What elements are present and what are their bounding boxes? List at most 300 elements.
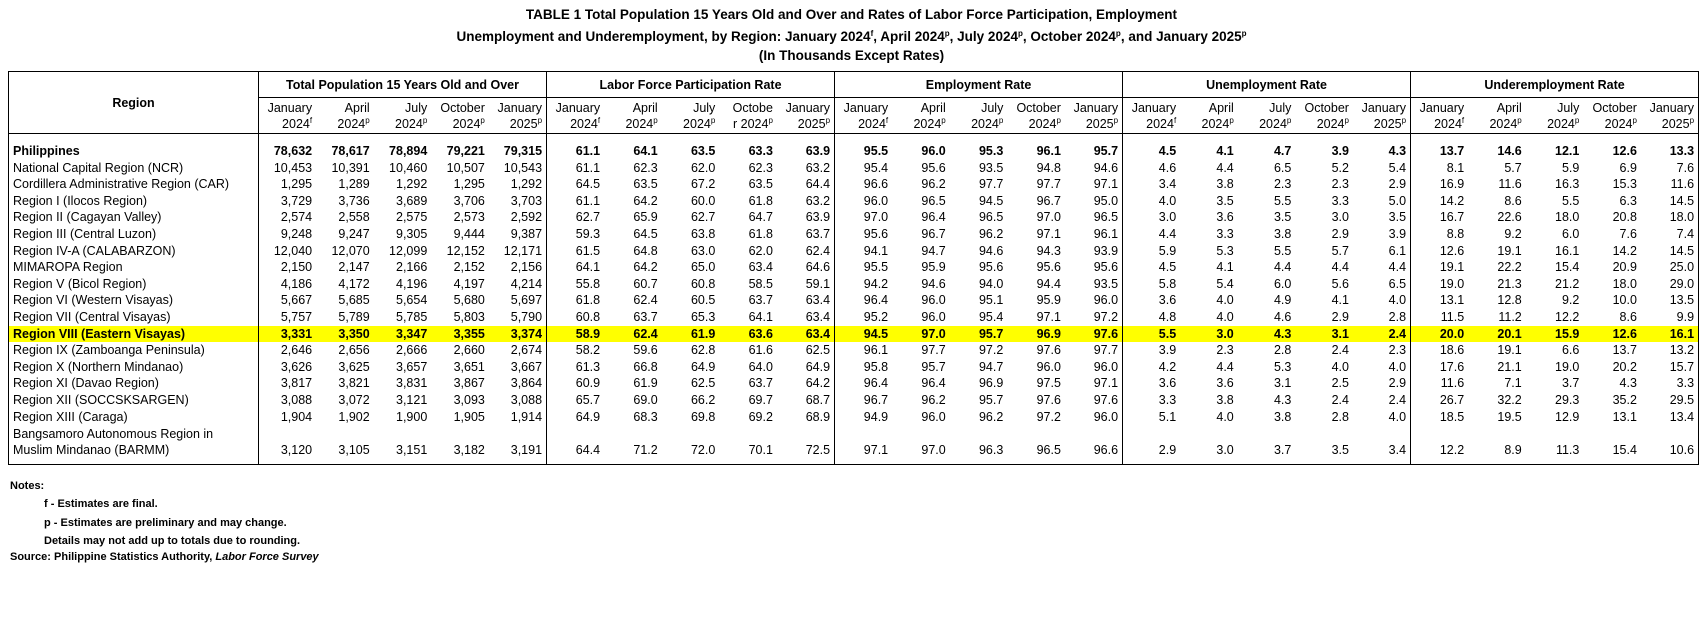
table-cell: 5.5 <box>1273 243 1292 258</box>
table-cell: 62.3 <box>633 160 658 175</box>
table-cell: 3,821 <box>338 376 370 391</box>
note-final: f - Estimates are final. <box>44 498 158 510</box>
table-cell: 12.6 <box>1612 144 1637 158</box>
table-cell: 2,156 <box>489 259 547 276</box>
table-cell: 32.2 <box>1497 392 1522 407</box>
period-superscript: p <box>1344 115 1349 125</box>
table-cell: 5,785 <box>396 309 428 324</box>
table-cell: 3,355 <box>431 326 489 343</box>
table-cell: 16.7 <box>1439 210 1465 225</box>
table-cell: 14.5 <box>1641 243 1699 260</box>
table-cell: 6.1 <box>1353 243 1411 260</box>
period-header <box>1583 98 1641 134</box>
table-cell: 18.0 <box>1612 276 1637 291</box>
table-row <box>9 342 1699 359</box>
table-row <box>9 359 1699 376</box>
table-cell: 1,289 <box>338 177 370 192</box>
table-cell: 94.6 <box>921 276 946 291</box>
table-cell: 95.6 <box>921 160 946 175</box>
table-cell: 9.2 <box>1504 226 1522 241</box>
table-cell: 63.4 <box>777 292 835 309</box>
group-header: Unemployment Rate <box>1123 72 1411 98</box>
region-name: Region II (Cagayan Valley) <box>9 209 259 226</box>
period-year: 2024 <box>1489 116 1518 131</box>
region-name: Region III (Central Luzon) <box>9 226 259 243</box>
table-cell: 7.6 <box>1641 160 1699 177</box>
table-cell: 95.4 <box>863 160 889 175</box>
table-cell: 5,685 <box>338 293 370 308</box>
table-cell: 3,831 <box>396 376 428 391</box>
region-name: Region V (Bicol Region) <box>9 276 259 293</box>
table-cell: 20.9 <box>1612 260 1637 275</box>
table-cell: 97.1 <box>1036 226 1061 241</box>
table-cell: 13.4 <box>1641 409 1699 426</box>
table-cell: 9.2 <box>1561 293 1580 308</box>
table-cell: 59.1 <box>777 276 835 293</box>
table-cell: 63.4 <box>748 260 773 275</box>
table-title-line-2 <box>0 28 1703 46</box>
table-cell: 11.2 <box>1498 309 1522 324</box>
period-month: July <box>1269 100 1292 115</box>
table-cell: 6.5 <box>1273 160 1292 175</box>
table-cell: 4.3 <box>1273 392 1292 407</box>
period-superscript: p <box>941 115 946 125</box>
period-month: October <box>440 100 485 115</box>
table-cell: 3.1 <box>1295 326 1353 343</box>
table-cell: 5.2 <box>1331 160 1349 175</box>
period-header <box>1353 98 1411 134</box>
table-cell: 3.9 <box>1353 226 1411 243</box>
period-year: 2024 <box>282 116 310 131</box>
table-row <box>9 375 1699 392</box>
table-cell: 64.2 <box>633 260 658 275</box>
table-cell: 63.4 <box>777 309 835 326</box>
table-cell: 68.3 <box>633 409 658 424</box>
table-cell: 8.6 <box>1619 309 1637 324</box>
table-cell: 7.4 <box>1641 226 1699 243</box>
table-cell: 12,171 <box>489 243 547 260</box>
table-row <box>9 243 1699 260</box>
table-cell: 94.0 <box>978 276 1004 291</box>
table-cell: 5.7 <box>1331 243 1349 258</box>
table-cell: 4.7 <box>1273 144 1292 158</box>
table-cell: 93.5 <box>978 160 1004 175</box>
table-bottom-row <box>9 458 1699 465</box>
table-cell: 5,789 <box>338 309 370 324</box>
table-cell: 12,152 <box>446 243 485 258</box>
table-cell: 2.9 <box>1353 375 1411 392</box>
table-cell: 96.9 <box>1007 326 1065 343</box>
table-cell: 95.1 <box>978 293 1004 308</box>
table-cell: 61.1 <box>575 193 601 208</box>
table-cell: 67.2 <box>690 177 716 192</box>
table-cell: 3.3 <box>1641 375 1699 392</box>
title-text-segment: , April 2024 <box>873 29 945 44</box>
period-year: 2024 <box>1316 116 1345 131</box>
table-row <box>9 425 1699 458</box>
table-cell: 4.0 <box>1331 359 1349 374</box>
table-cell: 96.1 <box>1065 226 1123 243</box>
table-cell: 62.5 <box>690 376 716 391</box>
period-header <box>1123 98 1181 134</box>
table-cell: 16.3 <box>1555 177 1580 192</box>
table-cell: 96.0 <box>921 144 946 158</box>
period-year: 2024 <box>858 116 886 131</box>
table-cell: 68.9 <box>777 409 835 426</box>
table-cell: 1,295 <box>280 177 313 192</box>
table-cell: 4.0 <box>1216 309 1234 324</box>
table-cell: 9,248 <box>280 226 313 241</box>
region-name: Region XI (Davao Region) <box>9 375 259 392</box>
region-name: Region X (Northern Mindanao) <box>9 359 259 376</box>
table-cell: 61.6 <box>748 343 773 358</box>
table-cell: 21.3 <box>1497 276 1522 291</box>
table-cell: 2.5 <box>1331 376 1349 391</box>
table-cell: 4.0 <box>1353 359 1411 376</box>
period-year: 2024 <box>1028 116 1057 131</box>
table-cell: 62.0 <box>690 160 716 175</box>
region-name: MIMAROPA Region <box>9 259 259 276</box>
table-cell: 62.0 <box>748 243 773 258</box>
period-superscript: f <box>885 115 889 125</box>
table-cell: 64.4 <box>777 176 835 193</box>
table-cell: 4.0 <box>1353 409 1411 426</box>
table-cell: 64.5 <box>633 226 658 241</box>
table-cell: 97.7 <box>1065 342 1123 359</box>
table-cell: 11.5 <box>1440 309 1465 324</box>
table-cell: 4.4 <box>1353 259 1411 276</box>
table-cell: 5.8 <box>1158 276 1177 291</box>
table-cell: 79,315 <box>489 143 547 160</box>
table-cell: 96.0 <box>1065 359 1123 376</box>
table-cell: 58.9 <box>547 326 605 343</box>
table-cell: 97.2 <box>1036 409 1061 424</box>
labor-force-table <box>8 71 1699 465</box>
table-cell: 3,105 <box>338 443 370 458</box>
table-cell: 4.4 <box>1331 260 1349 275</box>
period-year: 2024 <box>1259 116 1287 131</box>
period-header <box>1468 98 1526 134</box>
period-superscript: p <box>1517 115 1522 125</box>
table-cell: 96.6 <box>863 177 889 192</box>
table-cell: 8.6 <box>1504 193 1522 208</box>
table-cell: 4.4 <box>1273 260 1292 275</box>
table-cell: 8.8 <box>1446 226 1465 241</box>
table-cell: 64.4 <box>575 443 601 458</box>
table-cell: 1,292 <box>489 176 547 193</box>
table-cell: 63.4 <box>777 326 835 343</box>
table-row <box>9 209 1699 226</box>
table-cell: 9.9 <box>1641 309 1699 326</box>
title-text-segment: , July 2024 <box>949 29 1018 44</box>
period-year: 2024 <box>1547 116 1575 131</box>
period-superscript: p <box>653 115 658 125</box>
table-cell: 15.4 <box>1555 260 1580 275</box>
table-cell: 3.3 <box>1158 392 1177 407</box>
table-cell: 64.9 <box>777 359 835 376</box>
table-cell: 22.6 <box>1497 210 1522 225</box>
table-cell: 63.7 <box>777 226 835 243</box>
table-cell: 26.7 <box>1439 392 1465 407</box>
table-cell: 4.4 <box>1216 359 1234 374</box>
table-cell: 95.8 <box>863 359 889 374</box>
table-cell: 3,736 <box>338 193 370 208</box>
table-cell: 96.7 <box>1036 193 1061 208</box>
header-spacer-row <box>9 134 1699 144</box>
table-cell: 1,902 <box>338 409 370 424</box>
table-cell: 6.0 <box>1273 276 1292 291</box>
table-cell: 3.6 <box>1216 210 1234 225</box>
period-year: 2024 <box>1434 116 1462 131</box>
table-cell: 63.8 <box>690 226 716 241</box>
period-header <box>1180 98 1238 134</box>
table-cell: 9,305 <box>396 226 428 241</box>
period-month: October <box>1304 100 1349 115</box>
table-cell: 58.2 <box>575 343 601 358</box>
period-superscript: p <box>768 115 773 125</box>
title-superscript: p <box>1241 29 1247 38</box>
table-cell: 2,147 <box>338 260 370 275</box>
table-cell: 2,558 <box>338 210 370 225</box>
table-cell: 29.3 <box>1555 392 1580 407</box>
table-cell: 9,247 <box>338 226 370 241</box>
table-cell: 63.9 <box>777 143 835 160</box>
table-cell: 94.7 <box>978 359 1004 374</box>
table-cell: 3.0 <box>1331 210 1349 225</box>
table-cell: 96.4 <box>863 376 889 391</box>
table-cell: 1,295 <box>453 177 485 192</box>
table-cell: 63.3 <box>748 144 773 158</box>
table-cell: 12,040 <box>273 243 313 258</box>
region-name: Region VI (Western Visayas) <box>9 292 259 309</box>
period-superscript: p <box>1401 115 1407 125</box>
table-cell: 12.8 <box>1497 293 1522 308</box>
period-year: r 2024 <box>733 116 769 131</box>
table-cell: 97.1 <box>1065 176 1123 193</box>
table-cell: 5.3 <box>1216 243 1234 258</box>
period-month: January <box>843 100 889 115</box>
table-cell: 4,186 <box>280 276 313 291</box>
period-month: January <box>1649 100 1695 115</box>
table-cell: 4.3 <box>1619 376 1637 391</box>
table-cell: 5.3 <box>1273 359 1292 374</box>
table-cell: 63.5 <box>633 177 658 192</box>
table-row <box>9 276 1699 293</box>
table-cell: 60.9 <box>575 376 601 391</box>
table-row <box>9 259 1699 276</box>
table-cell: 25.0 <box>1641 259 1699 276</box>
table-cell: 3.5 <box>1331 443 1349 458</box>
table-cell: 64.1 <box>633 144 658 158</box>
period-month: July <box>693 100 716 115</box>
table-cell: 94.5 <box>978 193 1004 208</box>
table-cell: 2,656 <box>338 343 370 358</box>
table-cell: 4.6 <box>1158 160 1177 175</box>
table-cell: 4.1 <box>1331 293 1349 308</box>
table-cell: 13.2 <box>1641 342 1699 359</box>
table-row <box>9 143 1699 160</box>
table-cell: 2.8 <box>1331 409 1349 424</box>
table-cell: 64.1 <box>748 309 773 324</box>
table-cell: 2,592 <box>489 209 547 226</box>
table-cell: 69.8 <box>690 409 716 424</box>
period-header <box>259 98 317 134</box>
period-superscript: p <box>1056 115 1061 125</box>
table-cell: 19.1 <box>1497 343 1522 358</box>
table-cell: 94.8 <box>1036 160 1061 175</box>
table-cell: 2,152 <box>453 260 485 275</box>
period-header <box>950 98 1008 134</box>
table-cell: 4.0 <box>1216 409 1234 424</box>
table-cell: 97.6 <box>1036 392 1061 407</box>
table-cell: 13.5 <box>1641 292 1699 309</box>
table-cell: 13.7 <box>1612 343 1637 358</box>
table-cell: 96.5 <box>978 210 1004 225</box>
table-cell: 15.9 <box>1526 326 1584 343</box>
table-cell: 12.6 <box>1439 243 1465 258</box>
table-cell: 60.8 <box>575 309 601 324</box>
table-cell: 62.4 <box>604 326 662 343</box>
table-row <box>9 392 1699 409</box>
table-row <box>9 309 1699 326</box>
region-name: Region IV-A (CALABARZON) <box>9 243 259 260</box>
table-cell: 3.5 <box>1353 209 1411 226</box>
period-month: January <box>1419 100 1465 115</box>
table-cell: 4.0 <box>1353 292 1411 309</box>
table-cell: 61.1 <box>575 144 601 158</box>
table-cell: 12,070 <box>331 243 370 258</box>
period-header <box>431 98 489 134</box>
table-cell: 5,757 <box>280 309 313 324</box>
table-cell: 18.5 <box>1439 409 1465 424</box>
period-year: 2024 <box>1146 116 1174 131</box>
region-name: Philippines <box>9 143 259 160</box>
table-cell: 3,706 <box>453 193 485 208</box>
table-cell: 3,867 <box>453 376 485 391</box>
table-cell: 3,729 <box>280 193 313 208</box>
region-name: Cordillera Administrative Region (CAR) <box>9 176 259 193</box>
table-cell: 14.6 <box>1497 144 1522 158</box>
table-cell: 14.2 <box>1439 193 1465 208</box>
table-cell: 64.0 <box>748 359 773 374</box>
period-year: 2024 <box>337 116 366 131</box>
table-cell: 4.8 <box>1158 309 1177 324</box>
title-text-segment: Unemployment and Underemployment, by Region: January 2024 <box>456 29 871 44</box>
table-cell: 5.5 <box>1123 326 1181 343</box>
title-superscript: p <box>1017 29 1023 38</box>
table-cell: 19.0 <box>1555 359 1580 374</box>
table-cell: 2.4 <box>1353 392 1411 409</box>
period-month: October <box>1016 100 1061 115</box>
period-month: July <box>981 100 1004 115</box>
period-year: 2024 <box>1201 116 1230 131</box>
table-cell: 2.9 <box>1158 443 1177 458</box>
table-cell: 2.3 <box>1216 343 1234 358</box>
period-month: January <box>555 100 601 115</box>
group-header: Employment Rate <box>835 72 1123 98</box>
table-cell: 71.2 <box>633 443 658 458</box>
period-superscript: p <box>825 115 831 125</box>
table-cell: 12.9 <box>1555 409 1580 424</box>
table-cell: 2.8 <box>1353 309 1411 326</box>
table-cell: 6.0 <box>1561 226 1580 241</box>
table-cell: 70.1 <box>748 443 773 458</box>
table-cell: 96.0 <box>1065 292 1123 309</box>
table-cell: 64.2 <box>777 375 835 392</box>
table-cell: 16.1 <box>1555 243 1580 258</box>
period-year: 2024 <box>625 116 654 131</box>
table-cell: 95.0 <box>1065 193 1123 210</box>
table-cell: 3,151 <box>396 443 428 458</box>
table-cell: 5.5 <box>1273 193 1292 208</box>
table-cell: 1,900 <box>396 409 428 424</box>
table-cell: 19.5 <box>1497 409 1522 424</box>
table-cell: 94.3 <box>1036 243 1061 258</box>
table-cell: 69.7 <box>748 392 773 407</box>
table-cell: 3.4 <box>1158 177 1177 192</box>
table-cell: 95.5 <box>863 260 889 275</box>
table-cell: 10,507 <box>446 160 485 175</box>
table-cell: 2.4 <box>1331 343 1349 358</box>
table-cell: 96.0 <box>921 309 946 324</box>
table-cell: 94.4 <box>1036 276 1061 291</box>
table-cell: 3.3 <box>1216 226 1234 241</box>
table-row <box>9 409 1699 426</box>
table-cell: 96.1 <box>1036 144 1061 158</box>
table-cell: 60.0 <box>690 193 716 208</box>
table-cell: 79,221 <box>446 144 485 158</box>
table-cell: 12.2 <box>1439 443 1465 458</box>
period-month: July <box>405 100 428 115</box>
table-cell: 3,182 <box>453 443 485 458</box>
table-cell: 96.1 <box>863 343 889 358</box>
title-superscript: p <box>1115 29 1121 38</box>
table-cell: 14.5 <box>1641 193 1699 210</box>
period-header <box>374 98 432 134</box>
table-cell: 2.4 <box>1353 326 1411 343</box>
table-cell: 96.0 <box>1036 359 1061 374</box>
table-cell: 2.3 <box>1331 177 1349 192</box>
table-cell: 95.9 <box>921 260 946 275</box>
table-cell: 65.3 <box>690 309 716 324</box>
period-superscript: p <box>1286 115 1292 125</box>
table-cell: 63.9 <box>777 209 835 226</box>
table-cell: 13.1 <box>1439 293 1465 308</box>
table-cell: 61.9 <box>633 376 658 391</box>
table-cell: 4,197 <box>453 276 485 291</box>
table-cell: 64.5 <box>575 177 601 192</box>
table-cell: 10,460 <box>389 160 428 175</box>
table-cell: 3,689 <box>396 193 428 208</box>
period-month: April <box>1208 100 1234 115</box>
table-cell: 96.9 <box>978 376 1004 391</box>
table-cell: 72.5 <box>777 425 835 458</box>
table-cell: 63.7 <box>748 293 773 308</box>
table-cell: 78,632 <box>273 144 313 158</box>
table-cell: 8.1 <box>1446 160 1465 175</box>
table-cell: 2,575 <box>396 210 428 225</box>
period-year: 2025 <box>1373 116 1402 131</box>
period-month: January <box>1073 100 1119 115</box>
table-cell: 1,905 <box>453 409 485 424</box>
table-cell: 60.5 <box>690 293 716 308</box>
period-year: 2024 <box>913 116 942 131</box>
title-text-segment: , October 2024 <box>1022 29 1116 44</box>
table-cell: 61.3 <box>575 359 601 374</box>
table-cell: 10.6 <box>1641 425 1699 458</box>
table-cell: 12,099 <box>389 243 428 258</box>
period-month: October <box>1592 100 1637 115</box>
